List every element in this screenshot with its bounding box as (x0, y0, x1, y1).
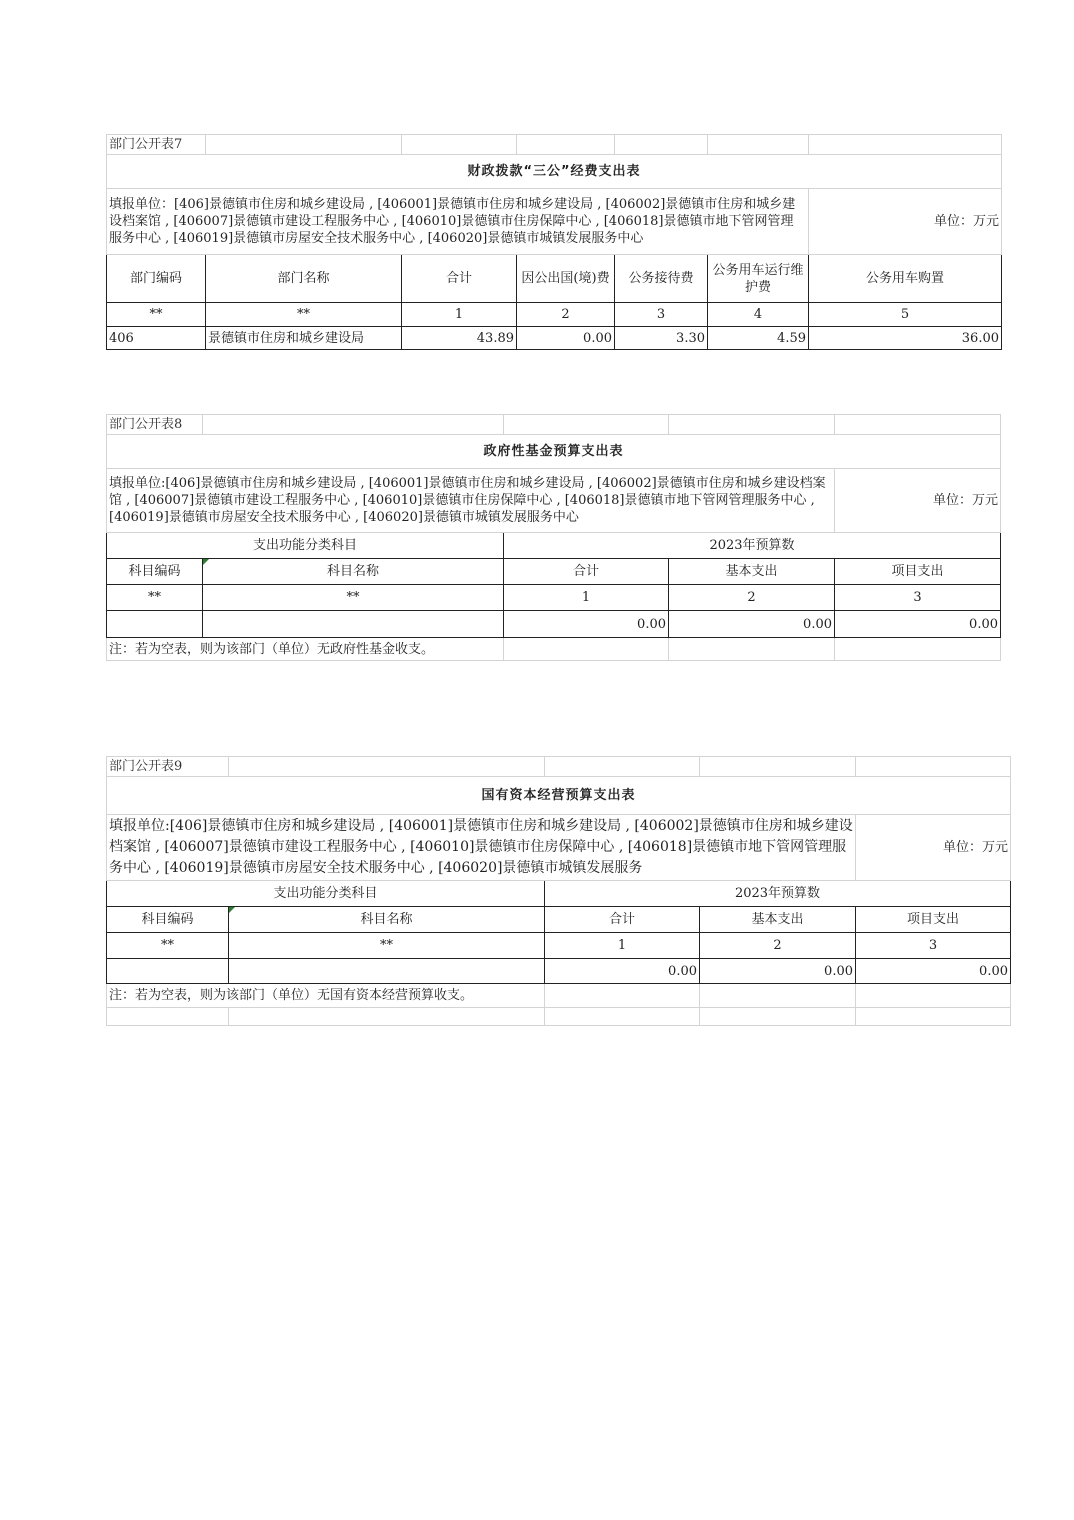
table-9-state-capital (106, 756, 1011, 1026)
index-cell: ** (107, 933, 229, 959)
project-cell: 0.00 (856, 959, 1011, 984)
column-header: 公务用车运行维护费 (708, 255, 809, 303)
index-cell: ** (229, 933, 545, 959)
sheet-label: 部门公开表7 (107, 135, 206, 155)
index-cell: 3 (615, 303, 708, 327)
index-row (107, 585, 1001, 611)
table-title: 国有资本经营预算支出表 (107, 777, 1011, 815)
vehicle-maintenance-cell: 4.59 (708, 327, 809, 350)
index-cell: 2 (517, 303, 615, 327)
fill-unit: 填报单位：[406]景德镇市住房和城乡建设局 , [406001]景德镇市住房和城乡建设局 , [406002]景德镇市住房和城乡建设档案馆 , [406007]景德镇市建设工程服务中心 , [406010]景德镇市住房保障中心 , [406018]景德镇市地下管网管理服务中心 , [406019]景德镇市房屋安全技术服务中心 , [406020]景德镇市城镇发展服务中心 (107, 189, 809, 255)
column-header: 项目支出 (856, 907, 1011, 933)
table-title: 政府性基金预算支出表 (107, 435, 1001, 469)
unit-label: 单位：万元 (809, 189, 1002, 255)
unit-label: 单位：万元 (856, 815, 1011, 881)
table-7-sanggong (106, 134, 1002, 350)
index-cell: 2 (669, 585, 835, 611)
table-row (107, 327, 1002, 350)
index-cell: ** (107, 303, 206, 327)
index-cell: 1 (545, 933, 700, 959)
index-cell: 4 (708, 303, 809, 327)
column-header: 部门编码 (107, 255, 206, 303)
group-header-left: 支出功能分类科目 (107, 533, 504, 559)
group-header-right: 2023年预算数 (504, 533, 1001, 559)
column-header: 基本支出 (669, 559, 835, 585)
note: 注：若为空表，则为该部门（单位）无国有资本经营预算收支。 (107, 984, 545, 1008)
column-header: 因公出国(境)费 (517, 255, 615, 303)
dept-name-cell: 景德镇市住房和城乡建设局 (206, 327, 402, 350)
subject-code-cell (107, 611, 203, 638)
index-cell: 5 (809, 303, 1002, 327)
index-cell: 2 (700, 933, 856, 959)
column-header: 公务用车购置 (809, 255, 1002, 303)
column-header: 科目名称 (229, 907, 545, 933)
project-cell: 0.00 (835, 611, 1001, 638)
vehicle-purchase-cell: 36.00 (809, 327, 1002, 350)
total-cell: 0.00 (545, 959, 700, 984)
index-row (107, 933, 1011, 959)
basic-cell: 0.00 (700, 959, 856, 984)
index-cell: ** (107, 585, 203, 611)
index-row (107, 303, 1002, 327)
table-8-gov-fund (106, 414, 1001, 661)
column-header: 合计 (545, 907, 700, 933)
column-header: 部门名称 (206, 255, 402, 303)
sheet-label: 部门公开表8 (107, 415, 203, 435)
total-cell: 0.00 (504, 611, 669, 638)
total-cell: 43.89 (402, 327, 517, 350)
column-header: 合计 (402, 255, 517, 303)
unit-label: 单位：万元 (835, 469, 1001, 533)
index-cell: 1 (402, 303, 517, 327)
dept-code-cell: 406 (107, 327, 206, 350)
index-cell: ** (203, 585, 504, 611)
sheet-label: 部门公开表9 (107, 757, 229, 777)
table-row (107, 611, 1001, 638)
subject-code-cell (107, 959, 229, 984)
subject-name-cell (203, 611, 504, 638)
subject-name-cell (229, 959, 545, 984)
column-header: 科目编码 (107, 559, 203, 585)
column-header: 合计 (504, 559, 669, 585)
column-header: 公务接待费 (615, 255, 708, 303)
column-header: 科目编码 (107, 907, 229, 933)
fill-unit: 填报单位:[406]景德镇市住房和城乡建设局 , [406001]景德镇市住房和城乡建设局 , [406002]景德镇市住房和城乡建设档案馆 , [406007]景德镇市建设工程服务中心 , [406010]景德镇市住房保障中心 , [406018]景德镇市地下管网管理服务中心 , [406019]景德镇市房屋安全技术服务中心 , [406020]景德镇市城镇发展服务中心 (107, 469, 835, 533)
table-title: 财政拨款“三公”经费支出表 (107, 155, 1002, 189)
reception-cell: 3.30 (615, 327, 708, 350)
index-cell: 1 (504, 585, 669, 611)
index-cell: ** (206, 303, 402, 327)
fill-unit: 填报单位:[406]景德镇市住房和城乡建设局 , [406001]景德镇市住房和城乡建设局 , [406002]景德镇市住房和城乡建设档案馆 , [406007]景德镇市建设工程服务中心 , [406010]景德镇市住房保障中心 , [406018]景德镇市地下管网管理服务中心 , [406019]景德镇市房屋安全技术服务中心 , [406020]景德镇市城镇发展服务 (107, 815, 856, 881)
overseas-cell: 0.00 (517, 327, 615, 350)
index-cell: 3 (835, 585, 1001, 611)
note: 注：若为空表，则为该部门（单位）无政府性基金收支。 (107, 638, 504, 661)
group-header-right: 2023年预算数 (545, 881, 1011, 907)
column-header: 基本支出 (700, 907, 856, 933)
index-cell: 3 (856, 933, 1011, 959)
group-header-left: 支出功能分类科目 (107, 881, 545, 907)
column-header: 项目支出 (835, 559, 1001, 585)
column-header: 科目名称 (203, 559, 504, 585)
basic-cell: 0.00 (669, 611, 835, 638)
table-row (107, 959, 1011, 984)
